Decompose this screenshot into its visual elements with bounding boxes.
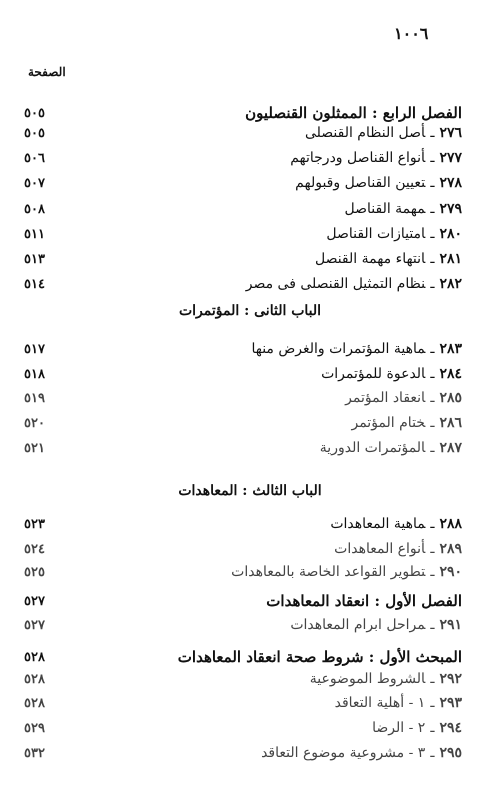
entry-page: ٥٢٩ bbox=[24, 720, 45, 736]
entry-page: ٥١٨ bbox=[24, 366, 45, 382]
entry-number: ٢٨٢ bbox=[439, 276, 462, 292]
entry-number: ٢٩٥ bbox=[439, 745, 462, 761]
toc-entry: ٢٨١ـانتهاء مهمة القنصل ٥١٣ bbox=[24, 251, 462, 267]
entry-number: ٢٩١ bbox=[439, 617, 462, 633]
toc-entry: ٢٨٩ـأنواع المعاهدات ٥٢٤ bbox=[24, 541, 462, 557]
toc-entry: ٢٨٨ـماهية المعاهدات ٥٢٣ bbox=[24, 516, 462, 532]
entry-page: ٥١٩ bbox=[24, 390, 45, 406]
entry-title: امتيازات القناصل bbox=[326, 226, 426, 242]
entry-title: ماهية المعاهدات bbox=[330, 516, 426, 532]
toc-entry: ٢٨٢ـنظام التمثيل القنصلى فى مصر ٥١٤ bbox=[24, 276, 462, 292]
entry-title: أصل النظام القنصلى bbox=[304, 125, 426, 141]
entry-title: ٣ - مشروعية موضوع التعاقد bbox=[261, 745, 426, 761]
toc-entry: ٢٨٤ـالدعوة للمؤتمرات ٥١٨ bbox=[24, 366, 462, 382]
toc-entry: ٢٨٦ـختام المؤتمر ٥٢٠ bbox=[24, 415, 462, 431]
entry-page: ٥٢٨ bbox=[24, 695, 45, 711]
topic-page: ٥٢٨ bbox=[24, 649, 45, 665]
entry-page: ٥٢٨ bbox=[24, 671, 45, 687]
page-number: ١٠٠٦ bbox=[394, 24, 429, 43]
page-column-header: الصفحة bbox=[28, 65, 66, 79]
entry-number: ٢٧٦ bbox=[439, 125, 462, 141]
entry-title: نظام التمثيل القنصلى فى مصر bbox=[245, 276, 426, 292]
toc-entry: ٢٧٨ـتعيين القناصل وقبولهم ٥٠٧ bbox=[24, 175, 462, 191]
chapter-page: ٥٠٥ bbox=[24, 105, 45, 121]
entry-page: ٥٢٥ bbox=[24, 564, 45, 580]
entry-title: ٢ - الرضا bbox=[372, 720, 426, 736]
entry-title: مهمة القناصل bbox=[344, 201, 426, 217]
entry-page: ٥١٧ bbox=[24, 341, 45, 357]
entry-number: ٢٨٣ bbox=[439, 341, 462, 357]
entry-page: ٥١٤ bbox=[24, 276, 45, 292]
entry-title: انعقاد المؤتمر bbox=[345, 390, 426, 406]
entry-number: ٢٧٨ bbox=[439, 175, 462, 191]
entry-title: تطوير القواعد الخاصة بالمعاهدات bbox=[231, 564, 426, 580]
entry-number: ٢٨٤ bbox=[439, 366, 462, 382]
entry-number: ٢٧٩ bbox=[439, 201, 462, 217]
entry-page: ٥١٣ bbox=[24, 251, 45, 267]
entry-page: ٥٠٥ bbox=[24, 125, 45, 141]
entry-page: ٥٢٣ bbox=[24, 516, 45, 532]
toc-entry: ٢٩٥ـ٣ - مشروعية موضوع التعاقد ٥٣٢ bbox=[24, 745, 462, 761]
entry-number: ٢٩٠ bbox=[439, 564, 462, 580]
entry-number: ٢٨١ bbox=[439, 251, 462, 267]
toc-entry: ٢٨٥ـانعقاد المؤتمر ٥١٩ bbox=[24, 390, 462, 406]
toc-entry: ٢٧٧ـأنواع القناصل ودرجاتهم ٥٠٦ bbox=[24, 150, 462, 166]
entry-number: ٢٨٦ bbox=[439, 415, 462, 431]
entry-title: تعيين القناصل وقبولهم bbox=[295, 175, 426, 191]
entry-page: ٥٠٨ bbox=[24, 201, 45, 217]
entry-number: ٢٨٩ bbox=[439, 541, 462, 557]
entry-number: ٢٨٨ bbox=[439, 516, 462, 532]
entry-page: ٥١١ bbox=[24, 226, 45, 242]
entry-number: ٢٩٢ bbox=[439, 671, 462, 687]
entry-number: ٢٩٤ bbox=[439, 720, 462, 736]
toc-entry: ٢٧٩ـمهمة القناصل ٥٠٨ bbox=[24, 201, 462, 217]
entry-number: ٢٨٧ bbox=[439, 440, 462, 456]
toc-entry: ٢٨٠ـامتيازات القناصل ٥١١ bbox=[24, 226, 462, 242]
entry-title: ختام المؤتمر bbox=[351, 415, 426, 431]
entry-page: ٥٠٧ bbox=[24, 175, 45, 191]
entry-title: ماهية المؤتمرات والغرض منها bbox=[251, 341, 426, 357]
entry-title: المؤتمرات الدورية bbox=[319, 440, 426, 456]
part-heading: الباب الثانى : المؤتمرات bbox=[178, 303, 322, 319]
entry-title: مراحل ابرام المعاهدات bbox=[290, 617, 426, 633]
entry-page: ٥٢٠ bbox=[24, 415, 45, 431]
entry-title: ١ - أهلية التعاقد bbox=[334, 695, 426, 711]
entry-title: الشروط الموضوعية bbox=[309, 671, 426, 687]
entry-title: أنواع القناصل ودرجاتهم bbox=[290, 150, 426, 166]
entry-page: ٥٢٤ bbox=[24, 541, 45, 557]
topic-heading bbox=[24, 645, 462, 669]
entry-page: ٥٠٦ bbox=[24, 150, 45, 166]
entry-number: ٢٧٧ bbox=[439, 150, 462, 166]
section-heading bbox=[24, 589, 462, 613]
entry-title: انتهاء مهمة القنصل bbox=[314, 251, 426, 267]
entry-page: ٥٢٧ bbox=[24, 617, 45, 633]
part-heading: الباب الثالث : المعاهدات bbox=[178, 483, 322, 499]
section-page: ٥٢٧ bbox=[24, 593, 45, 609]
entry-title: الدعوة للمؤتمرات bbox=[321, 366, 426, 382]
entry-number: ٢٨٠ bbox=[439, 226, 462, 242]
toc-entry: ٢٨٣ـماهية المؤتمرات والغرض منها ٥١٧ bbox=[24, 341, 462, 357]
toc-entry: ٢٩٠ـتطوير القواعد الخاصة بالمعاهدات ٥٢٥ bbox=[24, 564, 462, 580]
chapter-title: الفصل الرابع : الممثلون القنصليون bbox=[245, 104, 462, 122]
toc-entry: ٢٩٣ـ١ - أهلية التعاقد ٥٢٨ bbox=[24, 695, 462, 711]
entry-number: ٢٩٣ bbox=[439, 695, 462, 711]
section-title: الفصل الأول : انعقاد المعاهدات bbox=[266, 592, 462, 610]
toc-entry: ٢٨٧ـالمؤتمرات الدورية ٥٢١ bbox=[24, 440, 462, 456]
entry-page: ٥٣٢ bbox=[24, 745, 45, 761]
toc-entry: ٢٩١ـمراحل ابرام المعاهدات ٥٢٧ bbox=[24, 617, 462, 633]
toc-entry: ٢٩٤ـ٢ - الرضا ٥٢٩ bbox=[24, 720, 462, 736]
entry-page: ٥٢١ bbox=[24, 440, 45, 456]
toc-entry: ٢٧٦ـأصل النظام القنصلى ٥٠٥ bbox=[24, 125, 462, 141]
topic-title: المبحث الأول : شروط صحة انعقاد المعاهدات bbox=[177, 648, 462, 666]
entry-number: ٢٨٥ bbox=[439, 390, 462, 406]
toc-entry: ٢٩٢ـالشروط الموضوعية ٥٢٨ bbox=[24, 671, 462, 687]
entry-title: أنواع المعاهدات bbox=[334, 541, 426, 557]
